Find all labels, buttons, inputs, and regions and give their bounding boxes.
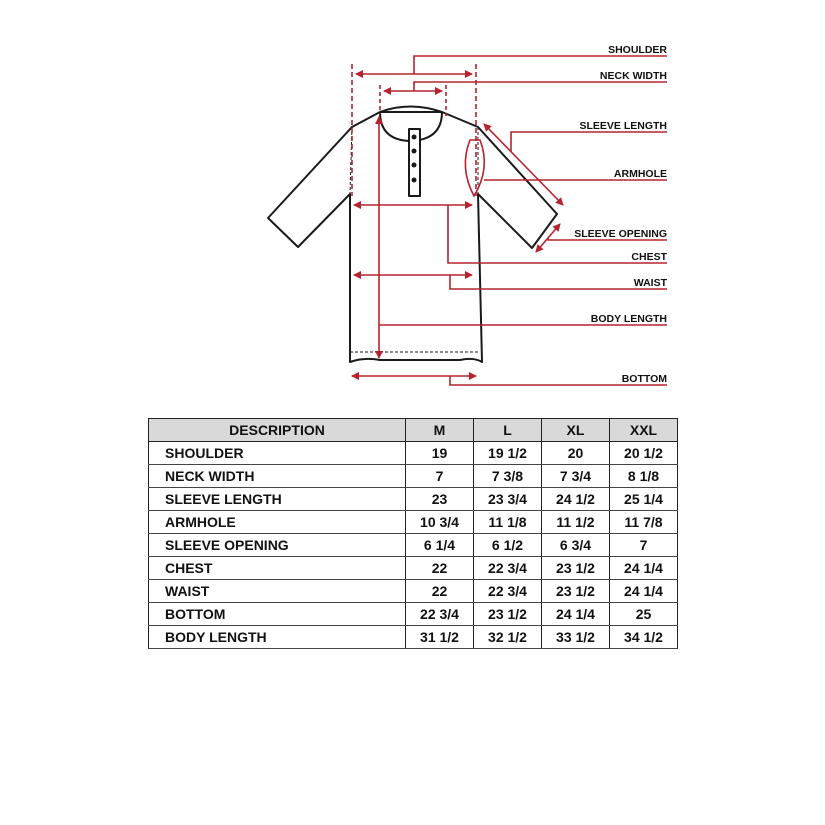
header-size-l: L xyxy=(474,419,542,442)
cell-m: 22 xyxy=(406,580,474,603)
cell-m: 31 1/2 xyxy=(406,626,474,649)
label-armhole: ARMHOLE xyxy=(613,168,667,180)
cell-xxl: 11 7/8 xyxy=(610,511,678,534)
cell-m: 22 xyxy=(406,557,474,580)
cell-l: 32 1/2 xyxy=(474,626,542,649)
table-row xyxy=(149,488,678,511)
header-size-m: M xyxy=(406,419,474,442)
cell-l: 11 1/8 xyxy=(474,511,542,534)
cell-xxl: 8 1/8 xyxy=(610,465,678,488)
table-row xyxy=(149,442,678,465)
header-description: DESCRIPTION xyxy=(149,419,406,442)
cell-m: 7 xyxy=(406,465,474,488)
measurement-labels xyxy=(574,44,667,385)
cell-l: 22 3/4 xyxy=(474,580,542,603)
cell-m: 6 1/4 xyxy=(406,534,474,557)
cell-m: 22 3/4 xyxy=(406,603,474,626)
cell-xxl: 7 xyxy=(610,534,678,557)
cell-xxl: 25 1/4 xyxy=(610,488,678,511)
cell-m: 23 xyxy=(406,488,474,511)
label-chest: CHEST xyxy=(631,251,667,263)
row-label: NECK WIDTH xyxy=(149,465,406,488)
size-diagram xyxy=(0,0,825,400)
label-sleeve-length: SLEEVE LENGTH xyxy=(579,120,667,132)
cell-m: 10 3/4 xyxy=(406,511,474,534)
cell-xl: 24 1/4 xyxy=(542,603,610,626)
label-sleeve-opening: SLEEVE OPENING xyxy=(574,228,667,240)
cell-xxl: 24 1/4 xyxy=(610,557,678,580)
row-label: BODY LENGTH xyxy=(149,626,406,649)
table-row xyxy=(149,580,678,603)
cell-xl: 6 3/4 xyxy=(542,534,610,557)
row-label: BOTTOM xyxy=(149,603,406,626)
table-row xyxy=(149,603,678,626)
cell-xl: 11 1/2 xyxy=(542,511,610,534)
cell-xl: 7 3/4 xyxy=(542,465,610,488)
cell-l: 6 1/2 xyxy=(474,534,542,557)
cell-xl: 20 xyxy=(542,442,610,465)
button-2 xyxy=(412,149,417,154)
button-4 xyxy=(412,178,417,183)
row-label: SLEEVE OPENING xyxy=(149,534,406,557)
cell-xl: 23 1/2 xyxy=(542,557,610,580)
row-label: ARMHOLE xyxy=(149,511,406,534)
table-row xyxy=(149,465,678,488)
cell-xxl: 20 1/2 xyxy=(610,442,678,465)
header-size-xl: XL xyxy=(542,419,610,442)
row-label: SHOULDER xyxy=(149,442,406,465)
label-waist: WAIST xyxy=(633,277,667,289)
table-row xyxy=(149,534,678,557)
cell-xl: 33 1/2 xyxy=(542,626,610,649)
size-chart-table xyxy=(148,418,678,649)
cell-l: 23 1/2 xyxy=(474,603,542,626)
button-1 xyxy=(412,135,417,140)
cell-m: 19 xyxy=(406,442,474,465)
cell-l: 23 3/4 xyxy=(474,488,542,511)
button-3 xyxy=(412,163,417,168)
cell-xl: 24 1/2 xyxy=(542,488,610,511)
cell-xxl: 24 1/4 xyxy=(610,580,678,603)
neck-width-leader xyxy=(414,82,667,91)
cell-xl: 23 1/2 xyxy=(542,580,610,603)
label-body-length: BODY LENGTH xyxy=(590,313,667,325)
label-shoulder: SHOULDER xyxy=(608,44,667,56)
table-row xyxy=(149,626,678,649)
row-label: CHEST xyxy=(149,557,406,580)
table-header-row xyxy=(149,419,678,442)
shirt-outline xyxy=(268,107,557,363)
table-row xyxy=(149,557,678,580)
cell-l: 22 3/4 xyxy=(474,557,542,580)
table-row xyxy=(149,511,678,534)
cell-xxl: 34 1/2 xyxy=(610,626,678,649)
header-size-xxl: XXL xyxy=(610,419,678,442)
cell-l: 7 3/8 xyxy=(474,465,542,488)
cell-xxl: 25 xyxy=(610,603,678,626)
row-label: SLEEVE LENGTH xyxy=(149,488,406,511)
cell-l: 19 1/2 xyxy=(474,442,542,465)
row-label: WAIST xyxy=(149,580,406,603)
label-bottom: BOTTOM xyxy=(621,373,667,385)
label-neck-width: NECK WIDTH xyxy=(599,70,667,82)
sleeve-length-leader xyxy=(511,132,667,152)
